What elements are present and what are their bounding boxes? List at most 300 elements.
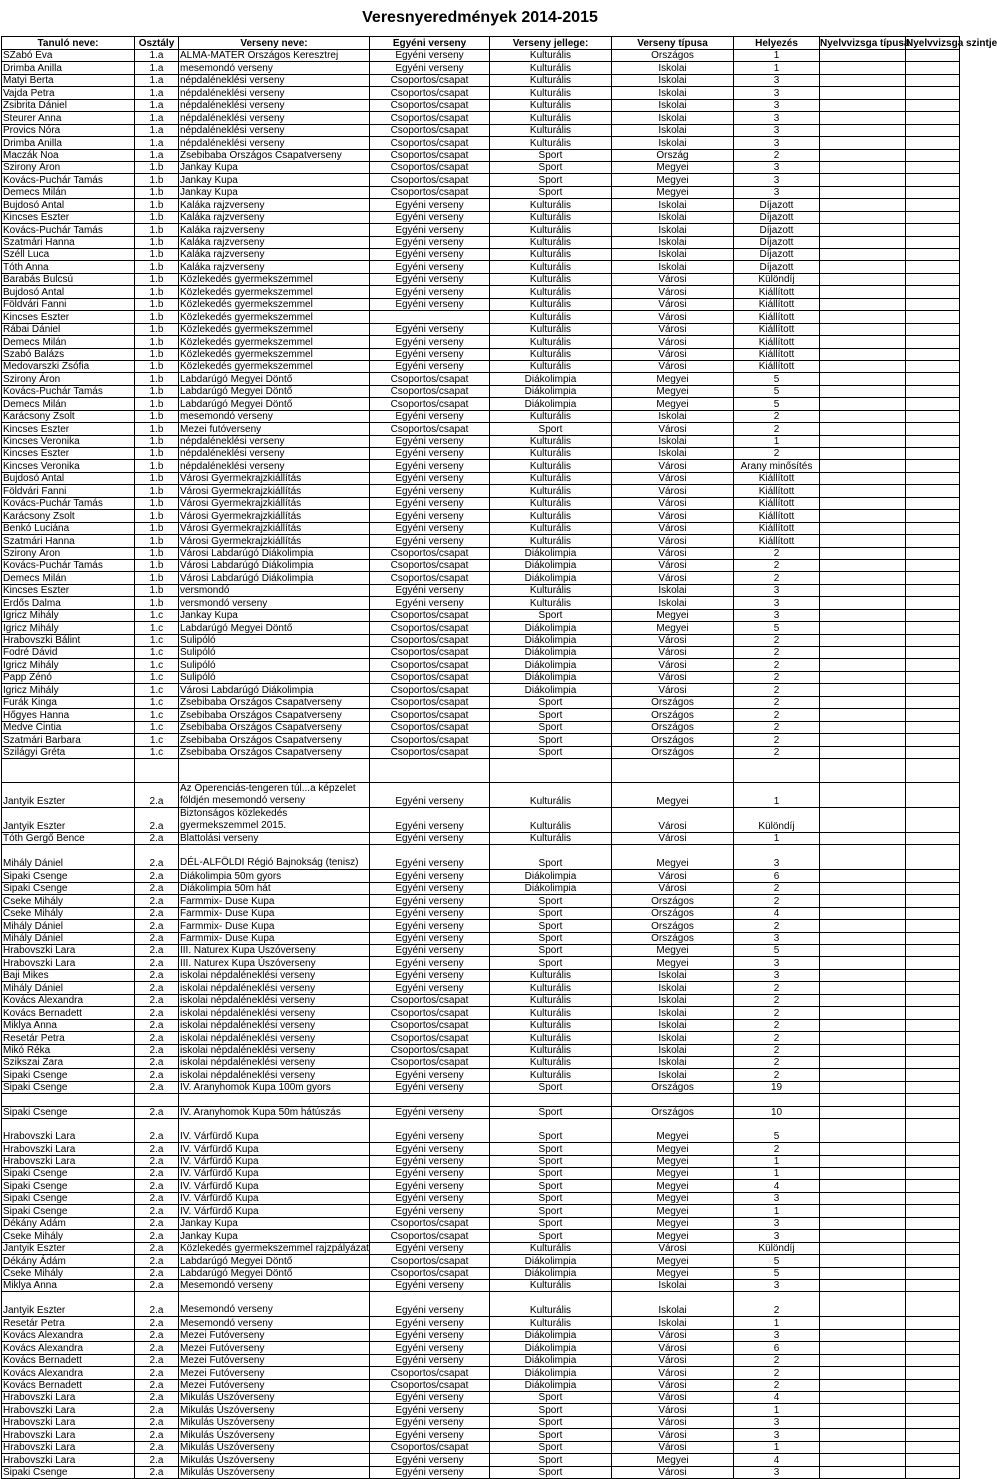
cell-student-name: Hrabovszki Lara — [2, 1429, 135, 1441]
cell-competition-name: Kaláka rajzverseny — [179, 236, 370, 248]
cell-language-exam-level — [906, 211, 960, 223]
cell-competition-name: IV. Várfürdő Kupa — [179, 1155, 370, 1167]
cell-student-name: Szatmári Barbara — [2, 734, 135, 746]
cell-student-name: Sipaki Csenge — [2, 1466, 135, 1478]
cell-competition-nature — [490, 1094, 612, 1106]
cell-language-exam-type — [820, 348, 906, 360]
table-row — [2, 510, 960, 522]
cell-individual: Egyéni verseny — [370, 497, 490, 509]
cell-language-exam-level — [906, 1007, 960, 1019]
cell-placement: 3 — [734, 845, 820, 870]
table-row — [2, 224, 960, 236]
table-row — [2, 211, 960, 223]
cell-competition-type: Országos — [612, 1081, 734, 1093]
table-row — [2, 746, 960, 758]
cell-competition-name: iskolai népdaléneklési verseny — [179, 994, 370, 1006]
cell-student-name: Hrabovszki Lara — [2, 1416, 135, 1428]
table-row — [2, 734, 960, 746]
cell-class: 1.b — [135, 547, 179, 559]
table-row — [2, 50, 960, 62]
cell-language-exam-level — [906, 224, 960, 236]
table-row — [2, 758, 960, 782]
cell-placement: 3 — [734, 186, 820, 198]
table-row — [2, 1329, 960, 1341]
cell-language-exam-level — [906, 932, 960, 944]
cell-class: 1.b — [135, 273, 179, 285]
cell-language-exam-type — [820, 1143, 906, 1155]
cell-competition-name: Mikulás Úszóverseny — [179, 1441, 370, 1453]
cell-competition-type: Iskolai — [612, 584, 734, 596]
cell-class: 2.a — [135, 845, 179, 870]
cell-language-exam-level — [906, 647, 960, 659]
cell-individual: Egyéni verseny — [370, 920, 490, 932]
cell-individual: Csoportos/csapat — [370, 373, 490, 385]
cell-competition-nature: Diákolimpia — [490, 659, 612, 671]
table-row — [2, 249, 960, 261]
cell-class: 2.a — [135, 1044, 179, 1056]
cell-language-exam-type — [820, 559, 906, 571]
cell-language-exam-level — [906, 572, 960, 584]
cell-language-exam-type — [820, 510, 906, 522]
cell-student-name: Tóth Anna — [2, 261, 135, 273]
cell-language-exam-type — [820, 1255, 906, 1267]
cell-competition-nature: Sport — [490, 149, 612, 161]
cell-individual: Csoportos/csapat — [370, 994, 490, 1006]
cell-language-exam-level — [906, 597, 960, 609]
cell-placement: 3 — [734, 1192, 820, 1204]
table-row — [2, 385, 960, 397]
cell-competition-name: mesemondó verseny — [179, 410, 370, 422]
cell-individual: Egyéni verseny — [370, 472, 490, 484]
cell-competition-name: iskolai népdaléneklési verseny — [179, 1069, 370, 1081]
cell-individual: Csoportos/csapat — [370, 709, 490, 721]
cell-class: 1.b — [135, 323, 179, 335]
cell-class: 1.a — [135, 124, 179, 136]
table-row — [2, 1230, 960, 1242]
cell-class: 2.a — [135, 1342, 179, 1354]
cell-language-exam-type — [820, 1242, 906, 1254]
cell-placement: 3 — [734, 1217, 820, 1229]
cell-placement: 5 — [734, 622, 820, 634]
cell-language-exam-level — [906, 671, 960, 683]
cell-language-exam-type — [820, 1155, 906, 1167]
cell-competition-type: Városi — [612, 1466, 734, 1478]
cell-class: 1.b — [135, 286, 179, 298]
cell-competition-name: iskolai népdaléneklési verseny — [179, 1019, 370, 1031]
cell-competition-name: Jankay Kupa — [179, 174, 370, 186]
cell-language-exam-type — [820, 634, 906, 646]
cell-class: 1.b — [135, 423, 179, 435]
cell-language-exam-level — [906, 684, 960, 696]
cell-class: 2.a — [135, 1429, 179, 1441]
cell-competition-type: Városi — [612, 311, 734, 323]
cell-student-name: Jantyik Eszter — [2, 782, 135, 807]
cell-competition-type: Iskolai — [612, 1044, 734, 1056]
cell-language-exam-type — [820, 410, 906, 422]
cell-competition-nature: Kulturális — [490, 1019, 612, 1031]
cell-language-exam-type — [820, 124, 906, 136]
cell-competition-name: Mikulás Úszóverseny — [179, 1466, 370, 1478]
cell-language-exam-level — [906, 1081, 960, 1093]
cell-individual: Egyéni verseny — [370, 1119, 490, 1143]
cell-competition-type: Országos — [612, 895, 734, 907]
cell-class: 1.b — [135, 472, 179, 484]
cell-language-exam-type — [820, 895, 906, 907]
cell-placement: 2 — [734, 746, 820, 758]
table-row — [2, 87, 960, 99]
cell-placement: 3 — [734, 609, 820, 621]
cell-competition-type: Városi — [612, 348, 734, 360]
cell-competition-type — [612, 758, 734, 782]
table-row — [2, 522, 960, 534]
cell-class: 2.a — [135, 1143, 179, 1155]
cell-competition-name: népdaléneklési verseny — [179, 435, 370, 447]
cell-competition-nature: Kulturális — [490, 782, 612, 807]
cell-language-exam-type — [820, 932, 906, 944]
cell-placement: Kiállított — [734, 348, 820, 360]
cell-language-exam-level — [906, 1143, 960, 1155]
cell-language-exam-type — [820, 211, 906, 223]
table-row — [2, 398, 960, 410]
cell-class: 2.a — [135, 1217, 179, 1229]
cell-competition-nature: Kulturális — [490, 1279, 612, 1291]
cell-competition-type: Városi — [612, 1441, 734, 1453]
cell-language-exam-type — [820, 336, 906, 348]
cell-competition-name: IV. Várfürdő Kupa — [179, 1119, 370, 1143]
cell-competition-nature: Kulturális — [490, 1032, 612, 1044]
cell-individual: Egyéni verseny — [370, 945, 490, 957]
cell-language-exam-level — [906, 1106, 960, 1118]
cell-competition-nature: Sport — [490, 1217, 612, 1229]
cell-competition-name: Zsebibaba Országos Csapatverseny — [179, 721, 370, 733]
cell-student-name: Demecs Milán — [2, 572, 135, 584]
cell-competition-type: Iskolai — [612, 969, 734, 981]
cell-language-exam-level — [906, 398, 960, 410]
cell-competition-name: népdaléneklési verseny — [179, 124, 370, 136]
cell-competition-type: Városi — [612, 659, 734, 671]
cell-competition-type: Városi — [612, 298, 734, 310]
cell-student-name: Kovács Alexandra — [2, 1329, 135, 1341]
cell-language-exam-level — [906, 746, 960, 758]
table-row — [2, 622, 960, 634]
cell-language-exam-level — [906, 559, 960, 571]
cell-individual: Egyéni verseny — [370, 286, 490, 298]
cell-language-exam-type — [820, 1007, 906, 1019]
cell-student-name: Földvári Fanni — [2, 298, 135, 310]
cell-placement: Díjazott — [734, 199, 820, 211]
cell-competition-nature: Sport — [490, 845, 612, 870]
cell-individual: Egyéni verseny — [370, 1292, 490, 1317]
cell-placement: 1 — [734, 1404, 820, 1416]
cell-language-exam-level — [906, 1056, 960, 1068]
cell-individual: Egyéni verseny — [370, 969, 490, 981]
cell-placement: 1 — [734, 1317, 820, 1329]
table-row — [2, 74, 960, 86]
cell-language-exam-level — [906, 920, 960, 932]
cell-competition-type: Megyei — [612, 1217, 734, 1229]
cell-language-exam-level — [906, 249, 960, 261]
cell-placement: 5 — [734, 1119, 820, 1143]
cell-competition-nature: Sport — [490, 895, 612, 907]
cell-placement: 2 — [734, 1032, 820, 1044]
cell-competition-type: Iskolai — [612, 211, 734, 223]
cell-class: 2.a — [135, 1007, 179, 1019]
cell-competition-name: Városi Gyermekrajzkiállítás — [179, 510, 370, 522]
cell-competition-nature: Kulturális — [490, 1317, 612, 1329]
cell-competition-nature: Kulturális — [490, 224, 612, 236]
cell-class: 2.a — [135, 1255, 179, 1267]
cell-placement — [734, 1094, 820, 1106]
table-row — [2, 112, 960, 124]
cell-competition-nature: Kulturális — [490, 348, 612, 360]
cell-individual: Csoportos/csapat — [370, 1217, 490, 1229]
cell-placement: Díjazott — [734, 224, 820, 236]
cell-language-exam-level — [906, 1379, 960, 1391]
cell-language-exam-type — [820, 882, 906, 894]
cell-competition-name: Az Óperenciás-tengeren túl...a képzelet földjén mesemondó verseny — [179, 782, 370, 807]
cell-language-exam-type — [820, 1119, 906, 1143]
table-row — [2, 124, 960, 136]
cell-competition-name: Mikulás Úszóverseny — [179, 1416, 370, 1428]
cell-language-exam-level — [906, 832, 960, 844]
cell-language-exam-type — [820, 721, 906, 733]
table-row — [2, 782, 960, 807]
cell-placement: 3 — [734, 1279, 820, 1291]
cell-competition-name: Városi Gyermekrajzkiállítás — [179, 485, 370, 497]
cell-placement: Kiállított — [734, 286, 820, 298]
cell-class: 1.b — [135, 199, 179, 211]
cell-language-exam-level — [906, 734, 960, 746]
table-row — [2, 807, 960, 832]
cell-competition-type: Városi — [612, 1392, 734, 1404]
table-row — [2, 62, 960, 74]
cell-individual: Egyéni verseny — [370, 584, 490, 596]
cell-competition-type: Városi — [612, 360, 734, 372]
cell-competition-nature: Kulturális — [490, 211, 612, 223]
cell-competition-name: Közlekedés gyermekszemmel — [179, 348, 370, 360]
cell-language-exam-type — [820, 969, 906, 981]
table-row — [2, 348, 960, 360]
cell-individual — [370, 758, 490, 782]
cell-language-exam-level — [906, 969, 960, 981]
cell-student-name: Földvári Fanni — [2, 485, 135, 497]
table-row — [2, 994, 960, 1006]
cell-competition-nature: Sport — [490, 1392, 612, 1404]
cell-language-exam-level — [906, 1267, 960, 1279]
cell-competition-nature: Kulturális — [490, 448, 612, 460]
table-row — [2, 186, 960, 198]
cell-student-name: Hrabovszki Lara — [2, 957, 135, 969]
table-row — [2, 236, 960, 248]
cell-language-exam-level — [906, 1367, 960, 1379]
cell-language-exam-level — [906, 659, 960, 671]
cell-competition-nature: Sport — [490, 1155, 612, 1167]
cell-competition-type: Iskolai — [612, 1032, 734, 1044]
cell-competition-type: Iskolai — [612, 112, 734, 124]
table-body — [2, 50, 960, 1479]
header-placement: Helyezés — [734, 37, 820, 50]
cell-language-exam-type — [820, 286, 906, 298]
cell-competition-nature: Diákolimpia — [490, 622, 612, 634]
cell-competition-nature: Kulturális — [490, 1292, 612, 1317]
cell-competition-name: Sulipóló — [179, 647, 370, 659]
cell-placement: 3 — [734, 99, 820, 111]
cell-language-exam-type — [820, 522, 906, 534]
cell-student-name: Vajda Petra — [2, 87, 135, 99]
cell-language-exam-level — [906, 1069, 960, 1081]
table-row — [2, 497, 960, 509]
cell-competition-name: Városi Gyermekrajzkiállítás — [179, 472, 370, 484]
cell-language-exam-type — [820, 249, 906, 261]
cell-language-exam-type — [820, 1292, 906, 1317]
cell-placement: 3 — [734, 112, 820, 124]
cell-language-exam-type — [820, 734, 906, 746]
cell-competition-nature: Kulturális — [490, 807, 612, 832]
cell-student-name: Hrabovszki Lara — [2, 1392, 135, 1404]
cell-language-exam-type — [820, 1217, 906, 1229]
cell-class: 1.a — [135, 137, 179, 149]
cell-language-exam-level — [906, 782, 960, 807]
cell-class: 1.b — [135, 460, 179, 472]
cell-individual: Csoportos/csapat — [370, 559, 490, 571]
cell-competition-name: Sulipóló — [179, 671, 370, 683]
cell-language-exam-type — [820, 1069, 906, 1081]
table-row — [2, 721, 960, 733]
cell-competition-type: Iskolai — [612, 1279, 734, 1291]
cell-class: 2.a — [135, 1392, 179, 1404]
cell-language-exam-type — [820, 385, 906, 397]
table-row — [2, 1056, 960, 1068]
cell-language-exam-level — [906, 957, 960, 969]
cell-competition-type: Iskolai — [612, 1069, 734, 1081]
cell-student-name: Szikszai Zara — [2, 1056, 135, 1068]
cell-placement: 2 — [734, 920, 820, 932]
cell-class: 2.a — [135, 1379, 179, 1391]
cell-competition-nature: Kulturális — [490, 249, 612, 261]
cell-student-name: Szilágyi Gréta — [2, 746, 135, 758]
cell-student-name: Miklya Anna — [2, 1019, 135, 1031]
cell-language-exam-type — [820, 845, 906, 870]
cell-language-exam-level — [906, 1155, 960, 1167]
cell-placement: 1 — [734, 1155, 820, 1167]
cell-competition-name: IV. Várfürdő Kupa — [179, 1143, 370, 1155]
cell-student-name: Steurer Anna — [2, 112, 135, 124]
cell-placement: 19 — [734, 1081, 820, 1093]
cell-language-exam-level — [906, 1192, 960, 1204]
cell-class: 1.a — [135, 87, 179, 99]
table-row — [2, 945, 960, 957]
cell-competition-nature: Kulturális — [490, 74, 612, 86]
cell-competition-type: Megyei — [612, 845, 734, 870]
cell-language-exam-type — [820, 1429, 906, 1441]
cell-class: 2.a — [135, 1056, 179, 1068]
cell-student-name: Kincses Veronika — [2, 460, 135, 472]
cell-student-name: Cseke Mihály — [2, 1230, 135, 1242]
cell-individual: Egyéni verseny — [370, 982, 490, 994]
cell-competition-type: Megyei — [612, 1454, 734, 1466]
cell-competition-type: Megyei — [612, 1143, 734, 1155]
cell-placement: 3 — [734, 957, 820, 969]
cell-individual: Csoportos/csapat — [370, 572, 490, 584]
table-row — [2, 932, 960, 944]
cell-language-exam-type — [820, 460, 906, 472]
cell-class: 1.a — [135, 62, 179, 74]
cell-individual: Egyéni verseny — [370, 224, 490, 236]
cell-individual: Csoportos/csapat — [370, 1056, 490, 1068]
cell-competition-type: Iskolai — [612, 199, 734, 211]
cell-competition-type: Iskolai — [612, 99, 734, 111]
cell-competition-nature: Kulturális — [490, 510, 612, 522]
cell-language-exam-level — [906, 236, 960, 248]
cell-class: 2.a — [135, 895, 179, 907]
cell-placement: 10 — [734, 1106, 820, 1118]
cell-competition-type: Városi — [612, 485, 734, 497]
cell-student-name: Mihály Dániel — [2, 920, 135, 932]
cell-individual: Egyéni verseny — [370, 261, 490, 273]
cell-competition-type: Megyei — [612, 1180, 734, 1192]
table-row — [2, 597, 960, 609]
cell-competition-nature: Diákolimpia — [490, 373, 612, 385]
cell-individual: Egyéni verseny — [370, 957, 490, 969]
cell-class: 2.a — [135, 782, 179, 807]
cell-placement: Kiállított — [734, 510, 820, 522]
cell-language-exam-level — [906, 1454, 960, 1466]
cell-language-exam-level — [906, 261, 960, 273]
cell-placement: Kiállított — [734, 472, 820, 484]
cell-competition-type: Városi — [612, 472, 734, 484]
cell-placement: 2 — [734, 1007, 820, 1019]
table-row — [2, 1192, 960, 1204]
cell-competition-name: Diákolimpia 50m gyors — [179, 870, 370, 882]
cell-competition-type: Városi — [612, 336, 734, 348]
cell-individual: Egyéni verseny — [370, 1416, 490, 1428]
cell-language-exam-type — [820, 1230, 906, 1242]
cell-language-exam-level — [906, 547, 960, 559]
cell-individual: Csoportos/csapat — [370, 671, 490, 683]
cell-placement: 3 — [734, 1230, 820, 1242]
cell-competition-type: Országos — [612, 746, 734, 758]
cell-language-exam-type — [820, 273, 906, 285]
cell-individual: Egyéni verseny — [370, 360, 490, 372]
cell-competition-name: Zsebibaba Országos Csapatverseny — [179, 709, 370, 721]
cell-class: 1.a — [135, 74, 179, 86]
cell-placement: 3 — [734, 1466, 820, 1478]
cell-placement: 3 — [734, 1329, 820, 1341]
cell-placement: 2 — [734, 1143, 820, 1155]
table-row — [2, 1032, 960, 1044]
cell-individual: Egyéni verseny — [370, 522, 490, 534]
cell-individual: Egyéni verseny — [370, 1429, 490, 1441]
cell-individual: Egyéni verseny — [370, 1143, 490, 1155]
cell-individual: Egyéni verseny — [370, 1192, 490, 1204]
cell-placement: 4 — [734, 1454, 820, 1466]
header-language-exam-level: Nyelvvizsga szintje — [906, 37, 997, 49]
cell-competition-name: Jankay Kupa — [179, 1217, 370, 1229]
cell-class: 1.c — [135, 659, 179, 671]
cell-student-name: Rábai Dániel — [2, 323, 135, 335]
cell-language-exam-level — [906, 1317, 960, 1329]
cell-language-exam-type — [820, 398, 906, 410]
cell-competition-name: népdaléneklési verseny — [179, 74, 370, 86]
cell-language-exam-level — [906, 1242, 960, 1254]
cell-individual: Egyéni verseny — [370, 932, 490, 944]
cell-competition-name: Farmmix- Duse Kupa — [179, 895, 370, 907]
cell-individual: Egyéni verseny — [370, 510, 490, 522]
cell-language-exam-level — [906, 1094, 960, 1106]
cell-competition-type: Megyei — [612, 1255, 734, 1267]
cell-student-name: Kovács Alexandra — [2, 994, 135, 1006]
cell-competition-type: Iskolai — [612, 435, 734, 447]
